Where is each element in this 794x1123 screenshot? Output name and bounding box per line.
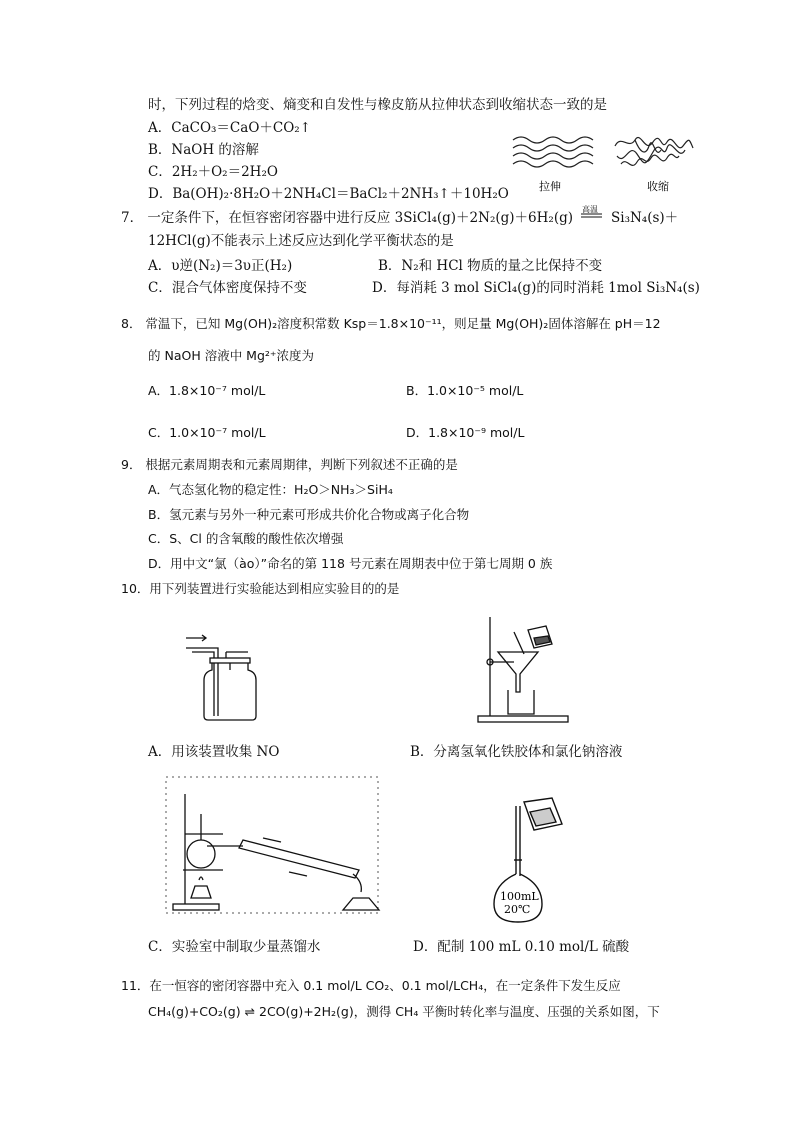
q7-stem-line2: 12HCl(g)不能表示上述反应达到化学平衡状态的是 [148,233,454,249]
q11-stem-line2: CH₄(g)+CO₂(g) ⇌ 2CO(g)+2H₂(g)，测得 CH₄ 平衡时转化率与温度、压强的关系如图，下 [148,1004,660,1019]
shrunk-label: 收缩 [647,180,669,193]
q7-equilibrium-sign [580,212,604,220]
q6-option-c: C．2H₂＋O₂＝2H₂O [148,164,278,180]
q9-option-d: D．用中文“氯（ào）”命名的第 118 号元素在周期表中位于第七周期 0 族 [148,556,553,571]
q8-option-b: B．1.0×10⁻⁵ mol/L [406,383,524,398]
q7-option-d: D．每消耗 3 mol SiCl₄(g)的同时消耗 1mol Si₃N₄(s) [372,280,700,296]
shrunk-band-image [615,137,693,165]
rubber-band-figure [505,126,705,196]
q6-option-d: D．Ba(OH)₂·8H₂O＋2NH₄Cl＝BaCl₂＋2NH₃↑＋10H₂O [148,186,509,202]
flask-temperature-label: 20℃ [504,903,531,916]
q9-option-b: B．氢元素与另外一种元素可形成共价化合物或离子化合物 [148,507,470,522]
filtration-apparatus [472,612,572,727]
stretched-label: 拉伸 [539,180,561,193]
q7-option-a: A．υ逆(N₂)＝3υ正(H₂) [148,258,293,274]
q8-option-a: A．1.8×10⁻⁷ mol/L [148,383,266,398]
q7-stem-line1b: Si₃N₄(s)＋ [611,210,679,226]
gas-bottle-apparatus [178,630,258,725]
q11-stem-line1: 11．在一恒容的密闭容器中充入 0.1 mol/L CO₂、0.1 mol/LCH₄，在一定条件下发生反应 [121,978,621,993]
q9-option-a: A．气态氢化物的稳定性：H₂O＞NH₃＞SiH₄ [148,482,393,497]
q6-stem-continuation: 时，下列过程的焓变、熵变和自发性与橡皮筋从拉伸状态到收缩状态一致的是 [148,97,607,113]
q10-option-b: B．分离氢氧化铁胶体和氯化钠溶液 [410,744,623,760]
q9-stem: 9． 根据元素周期表和元素周期律，判断下列叙述不正确的是 [121,457,458,472]
stretched-band-image [513,137,593,167]
q9-option-c: C．S、Cl 的含氧酸的酸性依次增强 [148,531,344,546]
q6-option-b: B．NaOH 的溶解 [148,142,259,158]
q7-condition-high-temp: 高温 [582,205,598,214]
q10-option-c: C．实验室中制取少量蒸馏水 [148,939,321,955]
q8-stem-line2: 的 NaOH 溶液中 Mg²⁺浓度为 [148,348,314,363]
flask-volume-label: 100mL [500,890,539,903]
q10-option-a: A．用该装置收集 NO [148,744,280,760]
q8-option-d: D．1.8×10⁻⁹ mol/L [406,425,525,440]
q8-stem-line1: 8． 常温下，已知 Mg(OH)₂溶度积常数 Ksp＝1.8×10⁻¹¹，则足量 Mg(OH)₂固体溶解在 pH＝12 [121,316,661,331]
q6-option-a: A．CaCO₃＝CaO＋CO₂↑ [148,120,312,136]
q7-option-c: C．混合气体密度保持不变 [148,280,307,296]
volumetric-flask-apparatus [490,796,580,926]
q7-option-b: B．N₂和 HCl 物质的量之比保持不变 [378,258,603,274]
q10-option-d: D．配制 100 mL 0.10 mol/L 硫酸 [413,939,630,955]
q7-stem-line1: 7． 一定条件下，在恒容密闭容器中进行反应 3SiCl₄(g)＋2N₂(g)＋6H₂(g) [121,210,573,226]
q10-stem: 10．用下列装置进行实验能达到相应实验目的的是 [121,581,400,596]
q8-option-c: C．1.0×10⁻⁷ mol/L [148,425,266,440]
distillation-apparatus [163,774,381,916]
